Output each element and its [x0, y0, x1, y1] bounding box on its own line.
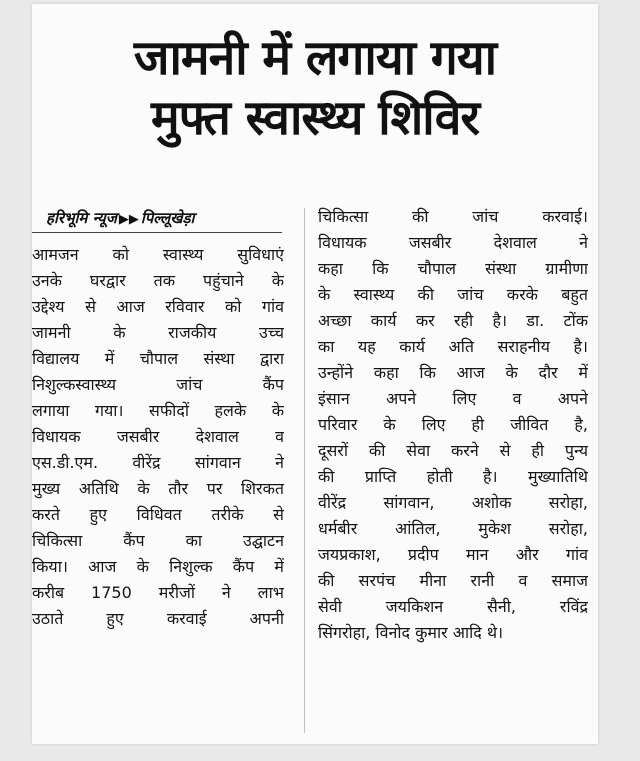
byline-place: पिल्लूखेड़ा	[140, 209, 195, 227]
text-line: परिवार के लिए ही जीवित है,	[318, 415, 588, 434]
text-line: सिंगरोहा, विनोद कुमार आदि थे।	[318, 623, 504, 642]
text-line: जयप्रकाश, प्रदीप मान और गांव	[318, 545, 588, 564]
text-line: की प्राप्ति होती है। मुख्यातिथि	[318, 467, 588, 486]
headline-line-2: मुफ्त स्वास्थ्य शिविर	[150, 90, 480, 146]
text-line: सेवी जयकिशन सैनी, रविंद्र	[318, 597, 588, 616]
text-line: दूसरों की सेवा करने से ही पुन्य	[318, 441, 588, 460]
text-line: मुख्य अतिथि के तौर पर शिरकत	[32, 479, 284, 498]
text-line: लगाया गया। सफीदों हलके के	[32, 401, 284, 420]
text-line: उद्देश्य से आज रविवार को गांव	[32, 297, 284, 316]
text-line: उठाते हुए करवाई अपनी	[32, 609, 284, 628]
text-line: जामनी के राजकीय उच्च	[32, 323, 284, 342]
text-line: की सरपंच मीना रानी व समाज	[318, 571, 588, 590]
text-line: विद्यालय में चौपाल संस्था द्वारा	[32, 349, 284, 368]
newspaper-clipping	[32, 4, 598, 744]
text-line: अच्छा कार्य कर रही है। डा. टोंक	[318, 311, 588, 330]
text-line: चिकित्सा कैंप का उद्घाटन	[32, 531, 284, 550]
column-divider	[304, 208, 305, 733]
byline-arrows-icon: ▶▶	[118, 212, 139, 227]
text-line: विधायक जसबीर देशवाल ने	[318, 233, 588, 252]
text-line: एस.डी.एम. वीरेंद्र सांगवान ने	[32, 453, 284, 472]
text-line: धर्मबीर आंतिल, मुकेश सरोहा,	[318, 519, 588, 538]
text-line: उन्होंने कहा कि आज के दौर में	[318, 363, 588, 382]
text-line: चिकित्सा की जांच करवाई।	[318, 207, 588, 226]
text-line: विधायक जसबीर देशवाल व	[32, 427, 284, 446]
text-line: करते हुए विधिवत तरीके से	[32, 505, 284, 524]
left-column	[32, 204, 284, 628]
left-column-text	[32, 242, 284, 632]
text-line: करीब 1750 मरीजों ने लाभ	[32, 583, 284, 602]
right-column-text	[318, 204, 588, 646]
text-line: वीरेंद्र सांगवान, अशोक सरोहा,	[318, 493, 588, 512]
text-line: इंसान अपने लिए व अपने	[318, 389, 588, 408]
text-line: किया। आज के निशुल्क कैंप में	[32, 557, 284, 576]
text-line: उनके घरद्वार तक पहुंचाने के	[32, 271, 284, 290]
text-line: के स्वास्थ्य की जांच करके बहुत	[318, 285, 588, 304]
headline	[32, 4, 598, 148]
text-line: कहा कि चौपाल संस्था ग्रामीणा	[318, 259, 588, 278]
article-body	[32, 204, 598, 739]
byline-source: हरिभूमि न्यूज	[46, 209, 117, 227]
text-line: आमजन को स्वास्थ्य सुविधाएं	[32, 245, 284, 264]
text-line: का यह कार्य अति सराहनीय है।	[318, 337, 588, 356]
text-line: निशुल्कस्वास्थ्य जांच कैंप	[32, 375, 284, 394]
byline	[32, 204, 282, 233]
headline-line-1: जामनी में लगाया गया	[133, 30, 497, 86]
